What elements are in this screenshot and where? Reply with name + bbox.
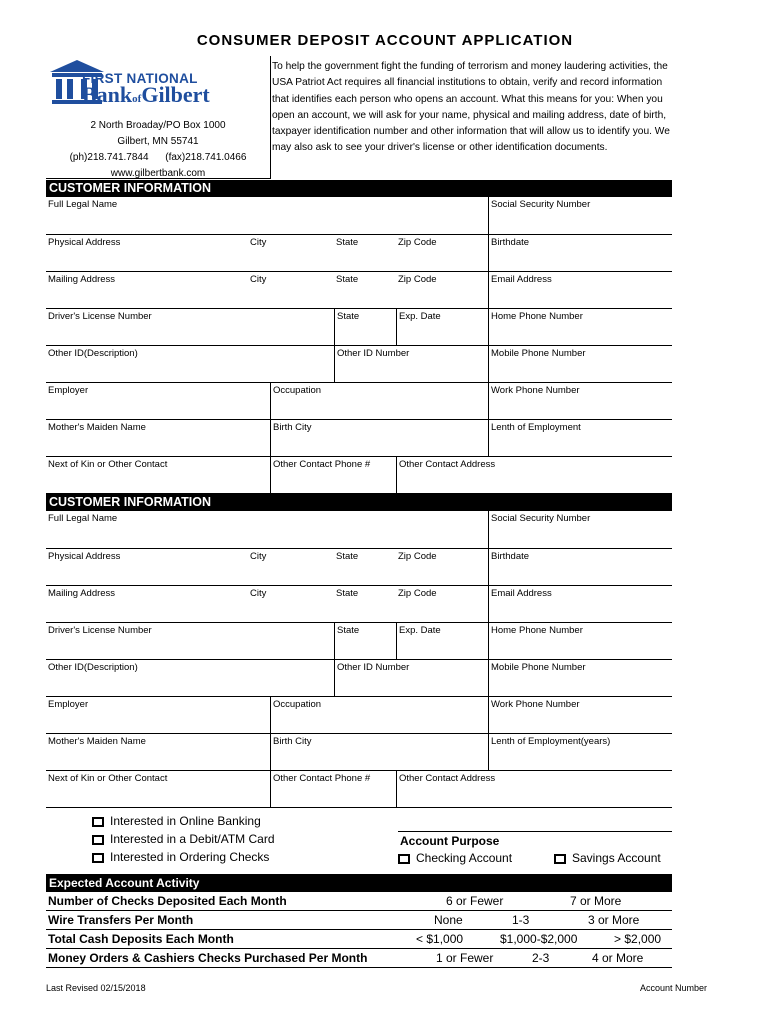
debit-card-option[interactable]: Interested in a Debit/ATM Card bbox=[92, 830, 275, 848]
occupation-field[interactable]: Occupation bbox=[270, 383, 488, 419]
state-field[interactable]: State bbox=[336, 274, 359, 285]
state-field[interactable]: State bbox=[336, 237, 359, 248]
table-row bbox=[46, 197, 672, 234]
exp-date-field[interactable]: Exp. Date bbox=[396, 623, 488, 659]
email-field[interactable]: Email Address bbox=[488, 272, 672, 308]
customer-info-grid-1 bbox=[46, 197, 672, 494]
other-id-number-field[interactable]: Other ID Number bbox=[334, 346, 488, 382]
table-row bbox=[46, 548, 672, 585]
table-row bbox=[46, 622, 672, 659]
table-row bbox=[46, 382, 672, 419]
checks-more-option[interactable]: 7 or More bbox=[570, 894, 622, 908]
employer-field[interactable]: Employer bbox=[48, 385, 89, 396]
exp-date-field[interactable]: Exp. Date bbox=[396, 309, 488, 345]
mailing-address-field[interactable]: Mailing Address bbox=[48, 588, 116, 599]
bank-address: 2 North Broaday/PO Box 1000 Gilbert, MN 55741 (ph)218.741.7844 (fax)218.741.0466 www.gilbertbank.com bbox=[69, 120, 247, 179]
money-orders-2-3-option[interactable]: 2-3 bbox=[532, 951, 550, 965]
interest-options bbox=[92, 812, 275, 866]
zip-field[interactable]: Zip Code bbox=[398, 237, 437, 248]
full-name-field[interactable]: Full Legal Name bbox=[48, 513, 118, 524]
other-id-field[interactable]: Other ID(Description) bbox=[48, 348, 138, 359]
other-id-number-field[interactable]: Other ID Number bbox=[334, 660, 488, 696]
table-row bbox=[46, 345, 672, 382]
checking-account-option[interactable]: Checking Account bbox=[398, 849, 512, 867]
table-row bbox=[46, 456, 672, 493]
mobile-phone-field[interactable]: Mobile Phone Number bbox=[488, 346, 672, 382]
table-row bbox=[46, 234, 672, 271]
table-row bbox=[46, 308, 672, 345]
bank-logo bbox=[48, 58, 270, 108]
full-name-field[interactable]: Full Legal Name bbox=[48, 199, 118, 210]
checkbox[interactable] bbox=[92, 817, 104, 827]
occupation-field[interactable]: Occupation bbox=[270, 697, 488, 733]
cash-high-option[interactable]: > $2,000 bbox=[614, 932, 662, 946]
employment-length-field[interactable]: Lenth of Employment bbox=[488, 420, 672, 456]
zip-field[interactable]: Zip Code bbox=[398, 274, 437, 285]
section-header-customer-1: CUSTOMER INFORMATION bbox=[46, 180, 672, 197]
savings-account-option[interactable]: Savings Account bbox=[554, 849, 661, 867]
drivers-license-field[interactable]: Driver's License Number bbox=[48, 625, 152, 636]
contact-address-field[interactable]: Other Contact Address bbox=[396, 457, 672, 493]
home-phone-field[interactable]: Home Phone Number bbox=[488, 623, 672, 659]
table-row bbox=[46, 733, 672, 770]
table-row: Total Cash Deposits Each Month < $1,000 $1,000-$2,000 > $2,000 bbox=[46, 930, 672, 949]
activity-header: Expected Account Activity bbox=[46, 874, 672, 892]
email-field[interactable]: Email Address bbox=[488, 586, 672, 622]
physical-address-field[interactable]: Physical Address bbox=[48, 551, 121, 562]
patriot-act-notice: To help the government fight the funding of terrorism and money laudering activities, the USA Patriot Act requires all financial institutions to obtain, verify and record information that identifies each person who opens an account. What this means for you: When you open an account, we will ask for your name, physical and mailing address, date of birth, taxpayer identification number and other information that will allow us to identify you. We may also ask to see your driver's license or other identification documents. bbox=[272, 61, 670, 154]
drivers-license-field[interactable]: Driver's License Number bbox=[48, 311, 152, 322]
state-field[interactable]: State bbox=[334, 623, 396, 659]
ssn-field[interactable]: Social Security Number bbox=[488, 511, 672, 548]
employer-field[interactable]: Employer bbox=[48, 699, 89, 710]
account-number-label: Account Number bbox=[640, 983, 708, 993]
mailing-address-field[interactable]: Mailing Address bbox=[48, 274, 116, 285]
table-row bbox=[46, 511, 672, 548]
form-title: CONSUMER DEPOSIT ACCOUNT APPLICATION bbox=[196, 32, 574, 49]
other-id-field[interactable]: Other ID(Description) bbox=[48, 662, 138, 673]
logo-first-national: FIRST NATIONAL bbox=[82, 71, 198, 86]
birthdate-field[interactable]: Birthdate bbox=[488, 549, 672, 585]
contact-phone-field[interactable]: Other Contact Phone # bbox=[270, 771, 396, 807]
mobile-phone-field[interactable]: Mobile Phone Number bbox=[488, 660, 672, 696]
work-phone-field[interactable]: Work Phone Number bbox=[488, 383, 672, 419]
table-row bbox=[46, 696, 672, 733]
table-row: Number of Checks Deposited Each Month 6 or Fewer 7 or More bbox=[46, 892, 672, 911]
checkbox[interactable] bbox=[398, 854, 410, 864]
table-row bbox=[46, 585, 672, 622]
table-row: Money Orders & Cashiers Checks Purchased Per Month 1 or Fewer 2-3 4 or More bbox=[46, 949, 672, 968]
account-purpose-title: Account Purpose bbox=[398, 831, 672, 850]
state-field[interactable]: State bbox=[336, 551, 359, 562]
birth-city-field[interactable]: Birth City bbox=[270, 420, 488, 456]
state-field[interactable]: State bbox=[336, 588, 359, 599]
money-orders-fewer-option[interactable]: 1 or Fewer bbox=[436, 951, 494, 965]
cash-mid-option[interactable]: $1,000-$2,000 bbox=[500, 932, 578, 946]
city-field[interactable]: City bbox=[250, 237, 267, 248]
table-row: Wire Transfers Per Month None 1-3 3 or More bbox=[46, 911, 672, 930]
online-banking-option[interactable]: Interested in Online Banking bbox=[92, 812, 275, 830]
birthdate-field[interactable]: Birthdate bbox=[488, 235, 672, 271]
ordering-checks-option[interactable]: Interested in Ordering Checks bbox=[92, 848, 275, 866]
zip-field[interactable]: Zip Code bbox=[398, 551, 437, 562]
state-field[interactable]: State bbox=[334, 309, 396, 345]
section-header-customer-2: CUSTOMER INFORMATION bbox=[46, 494, 672, 511]
contact-address-field[interactable]: Other Contact Address bbox=[396, 771, 672, 807]
next-of-kin-field[interactable]: Next of Kin or Other Contact bbox=[48, 459, 168, 470]
logo-bank-gilbert: BankofGilbert bbox=[82, 82, 210, 107]
city-field[interactable]: City bbox=[250, 274, 267, 285]
birth-city-field[interactable]: Birth City bbox=[270, 734, 488, 770]
maiden-name-field[interactable]: Mother's Maiden Name bbox=[48, 422, 146, 433]
maiden-name-field[interactable]: Mother's Maiden Name bbox=[48, 736, 146, 747]
employment-length-field[interactable]: Lenth of Employment(years) bbox=[488, 734, 672, 770]
table-row bbox=[46, 659, 672, 696]
next-of-kin-field[interactable]: Next of Kin or Other Contact bbox=[48, 773, 168, 784]
table-row bbox=[46, 419, 672, 456]
wire-none-option[interactable]: None bbox=[434, 913, 463, 927]
money-orders-more-option[interactable]: 4 or More bbox=[592, 951, 644, 965]
work-phone-field[interactable]: Work Phone Number bbox=[488, 697, 672, 733]
table-row bbox=[46, 271, 672, 308]
wire-more-option[interactable]: 3 or More bbox=[588, 913, 640, 927]
checkbox[interactable] bbox=[92, 835, 104, 845]
city-field[interactable]: City bbox=[250, 588, 267, 599]
checkbox[interactable] bbox=[554, 854, 566, 864]
cash-low-option[interactable]: < $1,000 bbox=[416, 932, 464, 946]
customer-info-grid-2 bbox=[46, 511, 672, 808]
home-phone-field[interactable]: Home Phone Number bbox=[488, 309, 672, 345]
physical-address-field[interactable]: Physical Address bbox=[48, 237, 121, 248]
table-row bbox=[46, 770, 672, 807]
city-field[interactable]: City bbox=[250, 551, 267, 562]
wire-1-3-option[interactable]: 1-3 bbox=[512, 913, 530, 927]
checkbox[interactable] bbox=[92, 853, 104, 863]
zip-field[interactable]: Zip Code bbox=[398, 588, 437, 599]
contact-phone-field[interactable]: Other Contact Phone # bbox=[270, 457, 396, 493]
ssn-field[interactable]: Social Security Number bbox=[488, 197, 672, 234]
checks-fewer-option[interactable]: 6 or Fewer bbox=[446, 894, 504, 908]
last-revised: Last Revised 02/15/2018 bbox=[46, 983, 146, 993]
